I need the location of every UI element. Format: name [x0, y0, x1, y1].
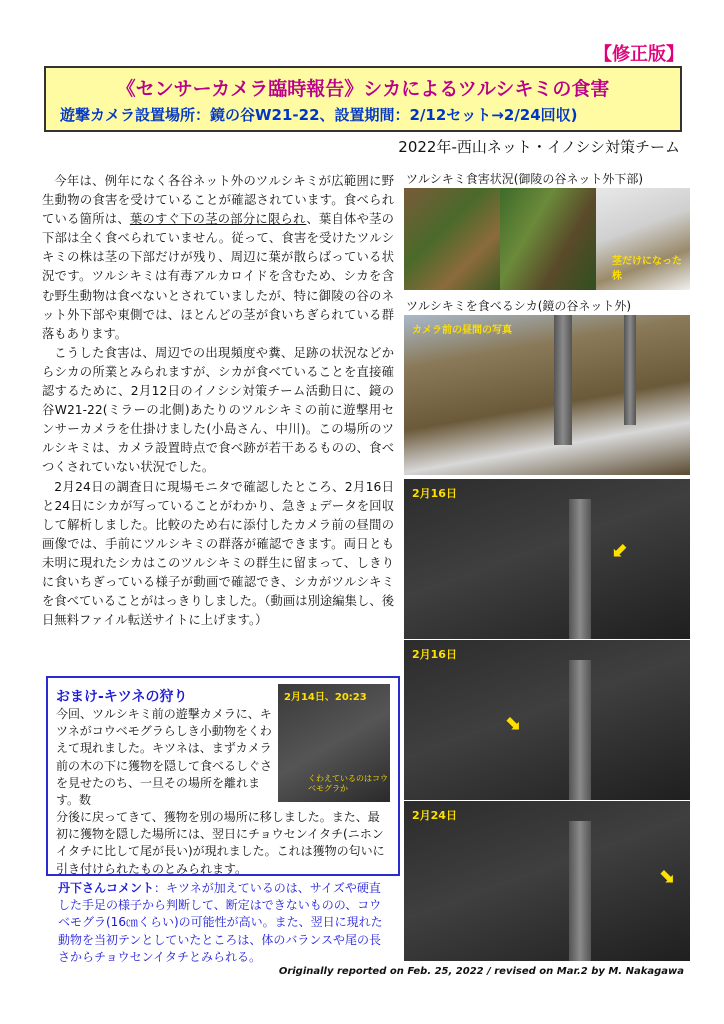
paragraph-1	[42, 172, 394, 344]
tree-trunk	[554, 315, 572, 445]
frame-date: 2月16日	[412, 487, 457, 500]
page-title: 《センサーカメラ臨時報告》シカによるツルシキミの食害	[116, 78, 610, 100]
page-subtitle: 遊撃カメラ設置場所：鏡の谷W21-22、設置期間：2/12セット→2/24回収)	[60, 106, 578, 124]
camera-frame-3	[404, 801, 690, 961]
tree-trunk	[569, 660, 591, 800]
deer-caption: ツルシキミを食べるシカ(鏡の谷ネット外)	[406, 299, 632, 313]
bonus-title: おまけ-キツネの狩り	[56, 689, 188, 705]
camera-frame-2	[404, 640, 690, 800]
comment-label: 丹下さんコメント	[58, 881, 155, 895]
damage-photo-label: 茎だけになった株	[612, 256, 682, 282]
paragraph-1-text-a: 今年は、例年になく各谷ネット外のツルシキミが広範囲に野生動物の食害を受けていることが確認されています。食べられている箇所は、	[42, 174, 394, 227]
paragraph-1-text-b: 、葉自体や茎の下部は全く食べられていません。従って、食害を受けたツルシキミの株は茎の下部だけが残り、周辺に葉が散らばっている状況です。ツルシキミは有毒アルカロイドを含むため、シカを含む野生動物は食べないとされていましたが、特に御陵の谷のネット外下部や東側では、ほとんどの茎が食いちぎられている群落もあります。	[42, 212, 394, 341]
bonus-text-1: 今回、ツルシキミ前の遊撃カメラに、キツネがコウベモグラらしき小動物をくわえて現れました。キツネは、まずカメラ前の木の下に獲物を隠して食べるしぐさを見せたのち、一旦その場所を離れます。数	[56, 707, 273, 808]
comment	[58, 880, 392, 966]
paragraph-2: こうした食害は、周辺での出現頻度や糞、足跡の状況などからシカの所業とみられますが、シカが食べていることを直接確認するために、2月12日のイノシシ対策チーム活動日に、鏡の谷W21-22(ミラーの北側)あたりのツルシキミの前に遊撃用センサーカメラを仕掛けました(小島さん、中川)。この場所のツルシキミは、カメラ設置時点で食べ跡が若干あるものの、食べつくされていない状況でした。	[42, 345, 394, 475]
fox-photo-date: 2月14日、20:23	[284, 692, 367, 703]
daytime-photo	[404, 315, 690, 475]
comment-text: ：キツネが加えているのは、サイズや硬直した手足の様子から判断して、断定はできないものの、コウベモグラ(16㎝くらい)の可能性が高い。また、翌日に現れた動物を当初テンとしていたところは、体のバランスや尾の長さからチョウセンイタチとみられる。	[58, 881, 383, 964]
tree-trunk	[624, 315, 636, 425]
bonus-box	[46, 676, 400, 876]
damage-photo-2	[500, 188, 596, 290]
arrow-icon: ⬋	[612, 537, 629, 561]
bonus-text-2: 分後に戻ってきて、獲物を別の場所に移しました。また、最初に獲物を隠した場所には、翌日にチョウセンイタチ(ニホンイタチに比して尾が長い)が現れました。これは獲物の匂いに引き付けられたものとみられます。	[56, 810, 385, 876]
camera-frame-1	[404, 479, 690, 639]
tree-trunk	[569, 499, 591, 639]
arrow-icon: ⬊	[504, 710, 521, 734]
frame-date: 2月24日	[412, 809, 457, 822]
paragraph-3: 2月24日の調査日に現場モニタで確認したところ、2月16日と24日にシカが写っていることがわかり、急きょデータを回収して解析しました。比較のため右に添付したカメラ前の昼間の画像では、手前にツルシキミの群落が確認できます。両日とも未明に現れたシカはこのツルシキミの群生に留まって、しきりに食いちぎっている様子が動画で確認でき、シカがツルシキミを食べていることがはっきりしました。（動画は別途編集し、後日無料ファイル転送サイトに上げます。）	[42, 479, 394, 628]
damage-caption: ツルシキミ食害状況(御陵の谷ネット外下部)	[406, 172, 644, 186]
title-box	[44, 66, 682, 132]
frame-date: 2月16日	[412, 648, 457, 661]
daytime-photo-label: カメラ前の昼間の写真	[412, 325, 512, 336]
tree-trunk	[569, 821, 591, 961]
damage-photo-1	[404, 188, 500, 290]
paragraph-1-underlined: 葉のすぐ下の茎の部分に限られ	[129, 212, 307, 227]
article-body	[42, 172, 394, 630]
damage-photo-strip	[404, 188, 690, 290]
fox-photo	[278, 684, 390, 802]
fox-photo-caption: くわえているのはコウベモグラか	[308, 774, 388, 793]
footer: Originally reported on Feb. 25, 2022 / revised on Mar.2 by M. Nakagawa	[278, 966, 684, 977]
revised-badge: 【修正版】	[594, 44, 684, 65]
team-name: 2022年-西山ネット・イノシシ対策チーム	[398, 138, 680, 156]
damage-photo-3	[596, 188, 690, 290]
arrow-icon: ⬊	[658, 863, 675, 887]
